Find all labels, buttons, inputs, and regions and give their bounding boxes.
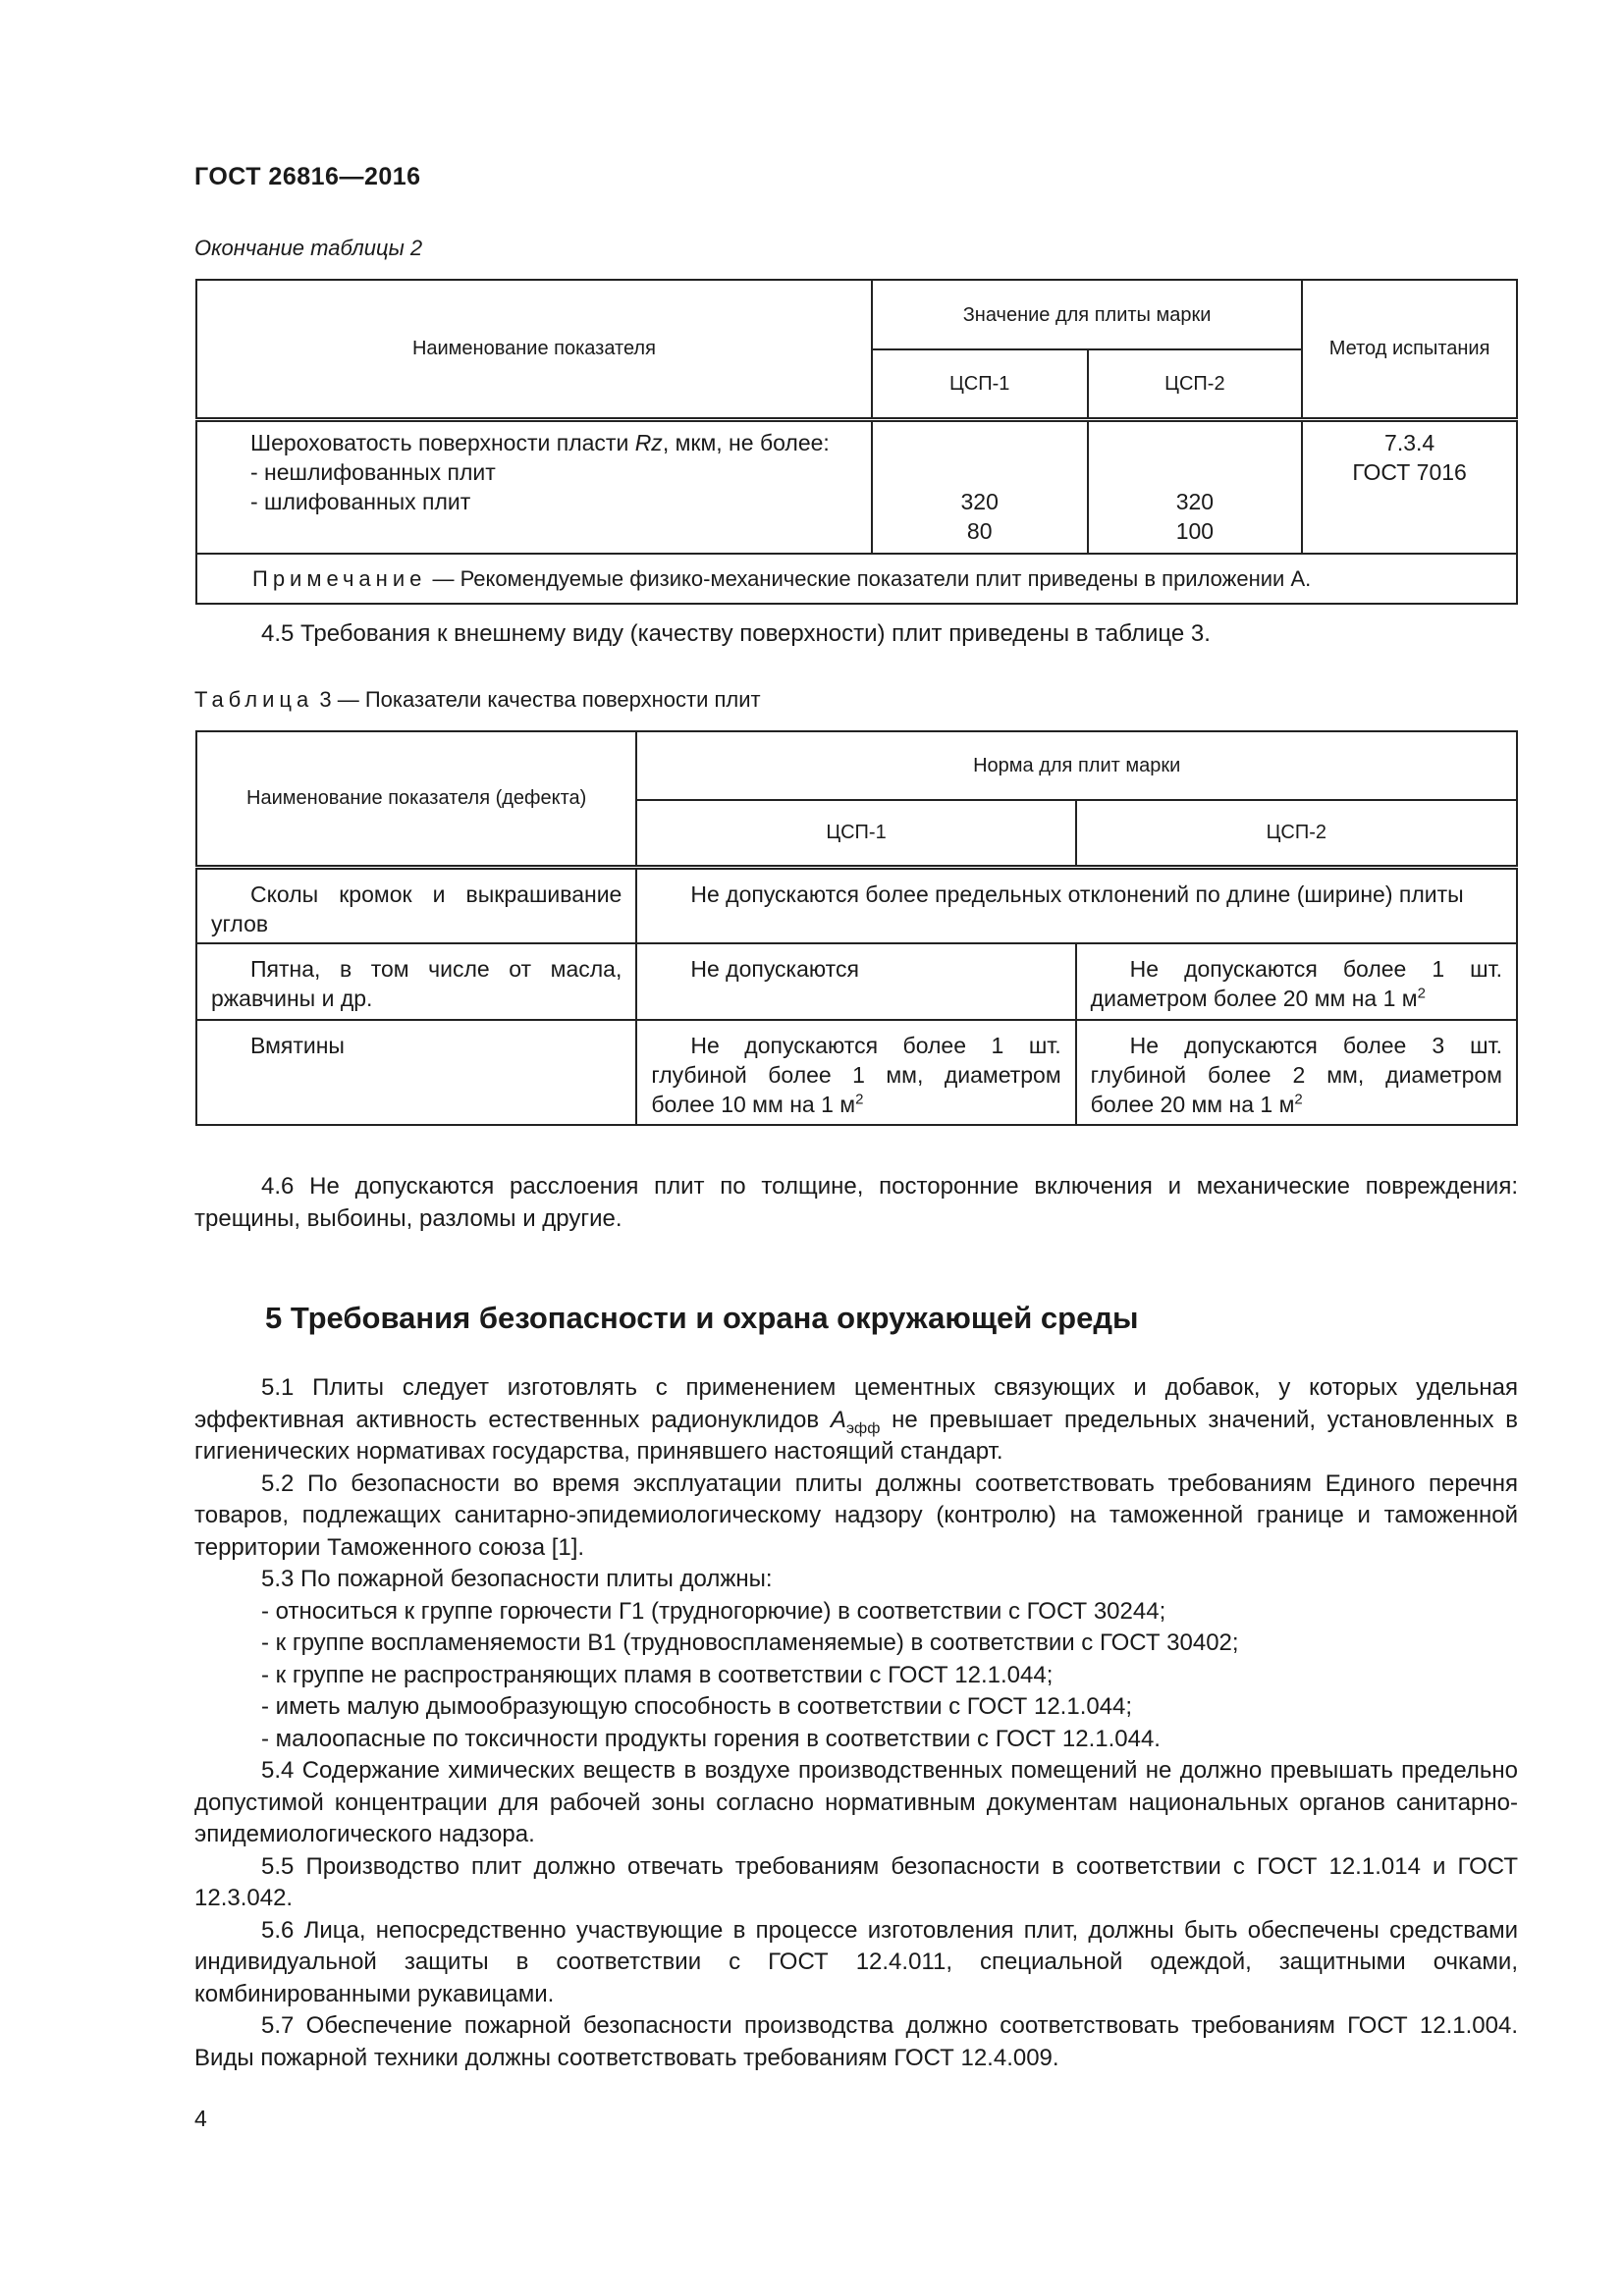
row-name: Пятна, в том числе от масла, ржавчины и др. <box>196 943 636 1020</box>
paragraph-5-4: 5.4 Содержание химических веществ в воздухе производственных помещений не должно превышать предельно допустимой концентрации для рабочей зоны согласно нормативным документам национальных органов санитарно-эпидемиологического надзора. <box>194 1757 1518 1847</box>
col-header-method: Метод испытания <box>1302 280 1517 419</box>
row-value-grade1 <box>636 1020 1075 1125</box>
list-item: - к группе воспламеняемости В1 (трудновоспламеняемые) в соответствии с ГОСТ 30402; <box>261 1629 1239 1656</box>
row-name: Сколы кромок и выкрашивание углов <box>196 867 636 943</box>
table-row <box>196 419 1517 554</box>
list-item: - к группе не распространяющих пламя в соответствии с ГОСТ 12.1.044; <box>261 1661 1054 1688</box>
col-header-grade2: ЦСП-2 <box>1088 349 1303 419</box>
var: A <box>830 1406 846 1433</box>
method-cell <box>1302 419 1517 554</box>
row-name: Вмятины <box>196 1020 636 1125</box>
col-header-grade1: ЦСП-1 <box>636 800 1075 867</box>
value: 80 <box>966 517 993 544</box>
subscript: эфф <box>845 1419 881 1437</box>
paragraph-text: 4.5 Требования к внешнему виду (качеству поверхности) плит приведены в таблице 3. <box>261 620 1211 647</box>
table-row <box>196 943 1517 1020</box>
col-header-grade1: ЦСП-1 <box>872 349 1088 419</box>
text: не превышает предельных значений, установленных в гигиенических нормативах государства, принявшего настоящий стандарт. <box>194 1406 1518 1465</box>
method-standard: ГОСТ 7016 <box>1352 458 1467 485</box>
note-text: — Рекомендуемые физико-механические показатели плит приведены в приложении А. <box>426 565 1312 591</box>
value-text: Не допускаются более 3 шт. глубиной более 2 мм, диаметром более 20 мм на 1 м <box>1090 1033 1502 1117</box>
value: 320 <box>1175 488 1215 514</box>
row-name <box>196 419 872 554</box>
caption-text: 3 — Показатели качества поверхности плит <box>313 687 761 712</box>
paragraph-text: 4.6 Не допускаются расслоения плит по толщине, посторонние включения и механические повреждения: трещины, выбоины, разломы и другие. <box>194 1173 1518 1232</box>
grade2-values <box>1088 419 1303 554</box>
document-header: ГОСТ 26816—2016 <box>194 163 421 190</box>
col-header-name: Наименование показателя (дефекта) <box>196 731 636 867</box>
row-value-grade2 <box>1076 943 1517 1020</box>
value-text: Не допускаются более 1 шт. диаметром более 20 мм на 1 м <box>1090 956 1502 1011</box>
method-clause: 7.3.4 <box>1384 429 1435 455</box>
table-row <box>196 867 1517 943</box>
table-row <box>196 1020 1517 1125</box>
row-name-var: Rz <box>634 429 663 455</box>
row-value-grade2 <box>1076 1020 1517 1125</box>
paragraph-4-6 <box>194 1171 1518 1235</box>
row-name-text-end: , мкм, не более: <box>662 429 830 455</box>
text: 5.1 Плиты следует изготовлять с применением цементных связующих и добавок, у которых удельная эффективная активность естественных радионуклидов <box>194 1374 1518 1433</box>
caption-label: Таблица <box>194 687 314 712</box>
paragraph-5-5: 5.5 Производство плит должно отвечать требованиям безопасности в соответствии с ГОСТ 12.1.014 и ГОСТ 12.3.042. <box>194 1852 1518 1911</box>
paragraph-5-3: 5.3 По пожарной безопасности плиты должны: <box>261 1566 773 1592</box>
value: 320 <box>960 488 999 514</box>
row-sub2: - шлифованных плит <box>250 488 471 514</box>
col-header-grade2: ЦСП-2 <box>1076 800 1517 867</box>
row-name-text: Шероховатость поверхности пласти <box>250 429 635 455</box>
table-note <box>196 554 1517 604</box>
paragraph-5-7: 5.7 Обеспечение пожарной безопасности производства должно соответствовать требованиям ГОСТ 12.1.004. Виды пожарной техники должны соответствовать требованиям ГОСТ 12.4.009. <box>194 2012 1518 2071</box>
paragraph-5-6: 5.6 Лица, непосредственно участвующие в процессе изготовления плит, должны быть обеспечены средствами индивидуальной защиты в соответствии с ГОСТ 12.4.011, специальной одеждой, защитными очками, комбинированными рукавицами. <box>194 1916 1518 2007</box>
row-value-grade1: Не допускаются <box>636 943 1075 1020</box>
superscript: 2 <box>1294 1091 1303 1108</box>
list-item: - относиться к группе горючести Г1 (трудногорючие) в соответствии с ГОСТ 30244; <box>261 1597 1166 1625</box>
value: 100 <box>1175 517 1215 544</box>
note-label: Примечание <box>252 565 427 591</box>
section-5-body <box>194 1372 1518 2074</box>
list-item: - иметь малую дымообразующую способность в соответствии с ГОСТ 12.1.044; <box>261 1693 1133 1720</box>
row-value-merged: Не допускаются более предельных отклонений по длине (ширине) плиты <box>636 867 1517 943</box>
value-text: Не допускаются более 1 шт. глубиной более 1 мм, диаметром более 10 мм на 1 м <box>651 1033 1061 1117</box>
table-3 <box>195 730 1518 1126</box>
col-header-name: Наименование показателя <box>196 280 872 419</box>
table-continuation-label: Окончание таблицы 2 <box>194 236 423 260</box>
page-number: 4 <box>194 2106 207 2131</box>
grade1-values <box>872 419 1088 554</box>
table-3-caption <box>194 687 761 713</box>
section-5-heading: 5 Требования безопасности и охрана окружающей среды <box>265 1301 1139 1335</box>
table-2 <box>195 279 1518 605</box>
paragraph-5-1 <box>194 1372 1518 1468</box>
list-item: - малоопасные по токсичности продукты горения в соответствии с ГОСТ 12.1.044. <box>261 1725 1161 1752</box>
superscript: 2 <box>1417 985 1426 1002</box>
paragraph-5-2: 5.2 По безопасности во время эксплуатации плиты должны соответствовать требованиям Единого перечня товаров, подлежащих санитарно-эпидемиологическому надзору (контролю) на таможенной границе и таможенной территории Таможенного союза [1]. <box>194 1469 1518 1561</box>
paragraph-4-5 <box>194 618 1518 651</box>
col-header-norm: Норма для плит марки <box>636 731 1517 800</box>
superscript: 2 <box>855 1091 864 1108</box>
col-header-value: Значение для плиты марки <box>872 280 1302 349</box>
row-sub1: - нешлифованных плит <box>250 458 496 485</box>
